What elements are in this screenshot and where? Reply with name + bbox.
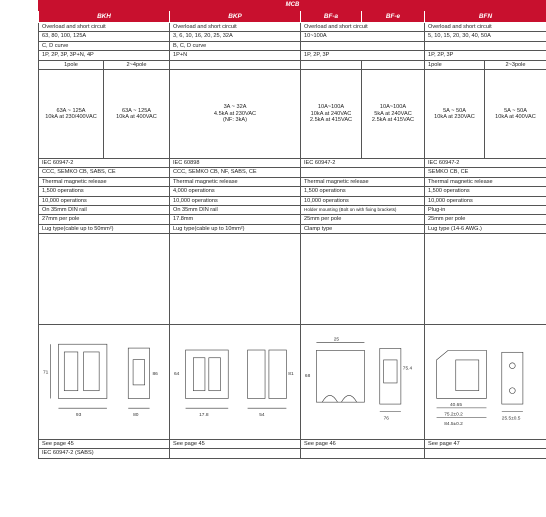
- cell: Thermal magnetic release: [39, 177, 170, 186]
- bf-dimension-drawing-icon: [303, 327, 422, 437]
- cell: [301, 234, 425, 325]
- mcb-title-row: [39, 1, 546, 11]
- model-bkh: BKH: [39, 11, 170, 23]
- rating-bkh-1pole: 63A ~ 125A 10kA at 230/400VAC: [39, 69, 104, 158]
- row-mounting: [39, 205, 546, 214]
- bfn-dimension-drawing-icon: [427, 327, 544, 437]
- cell: [39, 234, 170, 325]
- model-bkp: BKP: [170, 11, 301, 23]
- row-terminal: [39, 224, 546, 233]
- svg-text:54: 54: [259, 413, 265, 419]
- cell: 1pole: [425, 60, 485, 69]
- cell: IEC 60947-2: [301, 158, 425, 167]
- row-poles: [39, 51, 546, 60]
- model-bf-e: BF-e: [362, 11, 425, 23]
- cell: 63, 80, 100, 125A: [39, 32, 170, 41]
- svg-text:68: 68: [304, 374, 311, 380]
- row-rating: [39, 69, 546, 158]
- cell: IEC 60947-2: [425, 158, 546, 167]
- cell: 25mm per pole: [425, 215, 546, 224]
- cell: On 35mm DIN rail: [170, 205, 301, 214]
- see-page-link[interactable]: See page 45: [39, 440, 170, 449]
- cell: B, C, D curve: [170, 41, 301, 50]
- cell: [301, 41, 425, 50]
- bkh-dimension-drawing-icon: [41, 327, 167, 437]
- cell: Clamp type: [301, 224, 425, 233]
- cell: 1P, 2P, 3P, 3P+N, 4P: [39, 51, 170, 60]
- cell: Thermal magnetic release: [425, 177, 546, 186]
- cell: 10~100A: [301, 32, 425, 41]
- row-standard: [39, 158, 546, 167]
- cell: 10,000 operations: [301, 196, 425, 205]
- cell: SEMKO CB, CE: [425, 168, 546, 177]
- row-release: [39, 177, 546, 186]
- rating-bkh-multipole: 63A ~ 125A 10kA at 400VAC: [104, 69, 170, 158]
- cell: CCC, SEMKO CB, SABS, CE: [39, 168, 170, 177]
- cell: Lug type(cable up to 50mm²): [39, 224, 170, 233]
- cell: Thermal magnetic release: [170, 177, 301, 186]
- mcb-title: MCB: [39, 1, 546, 11]
- svg-text:75.4: 75.4: [402, 366, 413, 372]
- row-drawings: [39, 325, 546, 440]
- svg-text:86: 86: [152, 372, 158, 378]
- row-see-page: [39, 440, 546, 449]
- row-extra: [39, 449, 546, 458]
- cell: Overload and short circuit: [170, 23, 301, 32]
- rating-bf-a: 10A~100A 10kA at 240VAC 2.5kA at 415VAC: [301, 69, 362, 158]
- cell: [425, 41, 546, 50]
- cell: 1pole: [39, 60, 104, 69]
- cell: 3, 6, 10, 16, 20, 25, 32A: [170, 32, 301, 41]
- svg-text:25: 25: [333, 337, 340, 343]
- row-mechanical-life: [39, 187, 546, 196]
- cell: 10,000 operations: [425, 196, 546, 205]
- svg-text:76: 76: [383, 416, 389, 422]
- cell: IEC 60947-2 (SABS): [39, 449, 170, 458]
- cell: [425, 234, 546, 325]
- cell: Overload and short circuit: [39, 23, 170, 32]
- cell: [170, 449, 301, 458]
- row-approval: [39, 168, 546, 177]
- model-bf-a: BF-a: [301, 11, 362, 23]
- cell: IEC 60898: [170, 158, 301, 167]
- cell: [301, 60, 362, 69]
- cell: 1,500 operations: [39, 187, 170, 196]
- cell: Lug type (14-6 AWG.): [425, 224, 546, 233]
- bfn-dimension-drawing: [425, 325, 546, 440]
- svg-text:40.65: 40.65: [450, 403, 462, 409]
- row-electrical-life: [39, 196, 546, 205]
- svg-text:71: 71: [42, 370, 49, 376]
- cell: Holder mounting (Bolt on with fixing brackets): [301, 205, 425, 214]
- cell: 17.8mm: [170, 215, 301, 224]
- cell: Plug-in: [425, 205, 546, 214]
- svg-text:64: 64: [173, 372, 180, 378]
- cell: CCC, SEMKO CB, NF, SABS, CE: [170, 168, 301, 177]
- model-bfn: BFN: [425, 11, 546, 23]
- see-page-link[interactable]: See page 45: [170, 440, 301, 449]
- cell: 4,000 operations: [170, 187, 301, 196]
- bkh-dimension-drawing: [39, 325, 170, 440]
- row-current: [39, 32, 546, 41]
- svg-text:25.5±0.5: 25.5±0.5: [501, 416, 521, 422]
- cell: Overload and short circuit: [425, 23, 546, 32]
- bf-dimension-drawing: [301, 325, 425, 440]
- cell: 27mm per pole: [39, 215, 170, 224]
- cell: 1P+N: [170, 51, 301, 60]
- mcb-spec-table: [38, 0, 546, 459]
- cell: 2~4pole: [104, 60, 170, 69]
- cell: [362, 60, 425, 69]
- svg-text:17.8: 17.8: [199, 413, 209, 419]
- svg-text:81: 81: [288, 372, 294, 378]
- bkp-dimension-drawing: [170, 325, 301, 440]
- cell: [170, 60, 301, 69]
- cell: IEC 60947-2: [39, 158, 170, 167]
- row-protection: [39, 23, 546, 32]
- cell: 1P, 2P, 3P: [425, 51, 546, 60]
- svg-text:93: 93: [75, 413, 82, 419]
- row-width: [39, 215, 546, 224]
- model-header-row: [39, 11, 546, 23]
- cell: Overload and short circuit: [301, 23, 425, 32]
- rating-bfn-multipole: 5A ~ 50A 10kA at 400VAC: [485, 69, 546, 158]
- svg-text:80: 80: [133, 413, 139, 419]
- cell: [301, 168, 425, 177]
- cell: 1,500 operations: [425, 187, 546, 196]
- cell: 2~3pole: [485, 60, 546, 69]
- see-page-link[interactable]: See page 46: [301, 440, 425, 449]
- cell: Thermal magnetic release: [301, 177, 425, 186]
- rating-bfn-1pole: 5A ~ 50A 10kA at 230VAC: [425, 69, 485, 158]
- cell: 1,500 operations: [301, 187, 425, 196]
- rating-bkp: 3A ~ 32A 4.5kA at 230VAC (NF: 3kA): [170, 69, 301, 158]
- svg-text:75.2±0.2: 75.2±0.2: [444, 412, 463, 418]
- cell: C, D curve: [39, 41, 170, 50]
- cell: [170, 234, 301, 325]
- row-pole-split: [39, 60, 546, 69]
- row-curve: [39, 41, 546, 50]
- cell: On 35mm DIN rail: [39, 205, 170, 214]
- svg-text:84.5±0.2: 84.5±0.2: [444, 422, 463, 428]
- cell: 5, 10, 15, 20, 30, 40, 50A: [425, 32, 546, 41]
- cell: 25mm per pole: [301, 215, 425, 224]
- cell: 10,000 operations: [39, 196, 170, 205]
- rating-bf-e: 10A~100A 5kA at 240VAC 2.5kA at 415VAC: [362, 69, 425, 158]
- cell: 10,000 operations: [170, 196, 301, 205]
- cell: [425, 449, 546, 458]
- cell: [301, 449, 425, 458]
- row-photo: [39, 234, 546, 325]
- see-page-link[interactable]: See page 47: [425, 440, 546, 449]
- bkp-dimension-drawing-icon: [172, 327, 298, 437]
- cell: 1P, 2P, 3P: [301, 51, 425, 60]
- cell: Lug type(cable up to 10mm²): [170, 224, 301, 233]
